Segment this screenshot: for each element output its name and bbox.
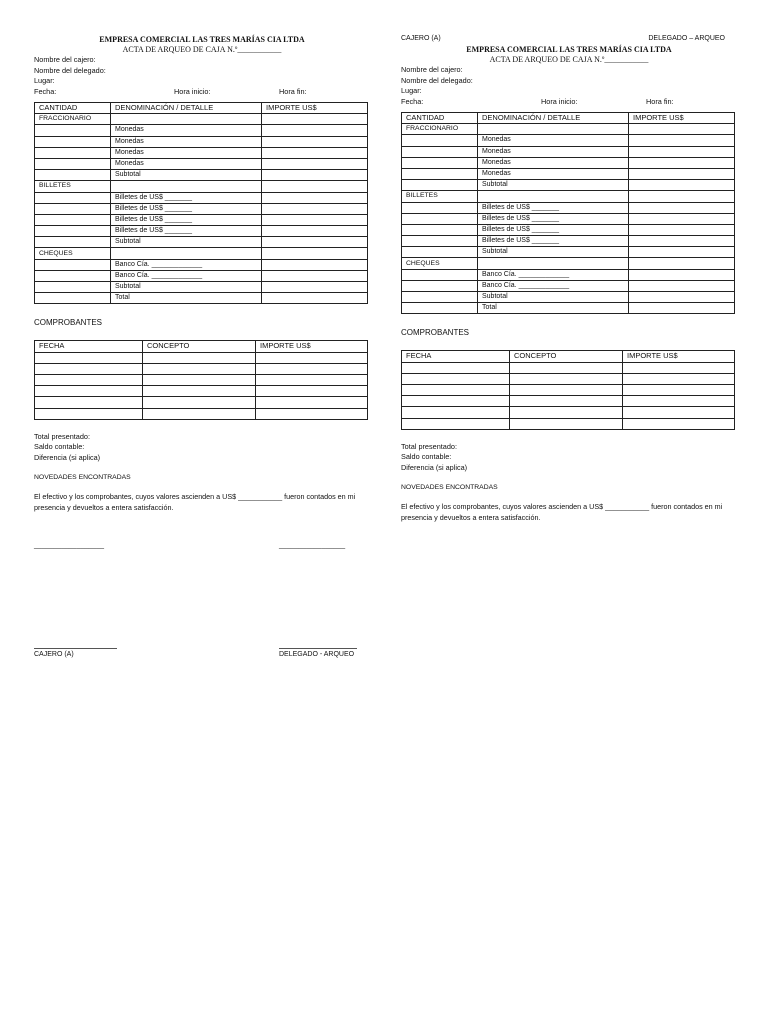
importe-cell: [623, 418, 735, 429]
delegado-label: Nombre del delegado:: [34, 65, 106, 75]
cantidad-cell: [35, 192, 111, 203]
col-cantidad: CANTIDAD: [402, 113, 478, 124]
lugar-label: Lugar:: [401, 86, 422, 95]
importe-cell: [262, 136, 368, 147]
header-cajero: CAJERO (A): [401, 35, 441, 42]
cantidad-cell: [402, 269, 478, 280]
importe-cell: [629, 135, 735, 146]
importe-cell: [629, 157, 735, 168]
importe-cell: [262, 170, 368, 181]
company-name: EMPRESA COMERCIAL LAS TRES MARÍAS CIA LTDA: [99, 35, 305, 44]
arqueo-row: [35, 270, 368, 281]
cantidad-cell: [35, 147, 111, 158]
col-importe-comp: IMPORTE US$: [256, 341, 368, 352]
cantidad-cell: [402, 247, 478, 258]
importe-cell: [629, 269, 735, 280]
arqueo-row: [35, 181, 368, 192]
fecha-cell: [402, 362, 510, 373]
arqueo-header-row: [402, 113, 735, 124]
arqueo-table: [34, 102, 368, 304]
importe-cell: [256, 397, 368, 408]
importe-cell: [262, 282, 368, 293]
comprobante-row: [402, 373, 735, 384]
arqueo-table: [401, 112, 735, 314]
acta-title: ACTA DE ARQUEO DE CAJA N.º___________: [122, 45, 282, 54]
detalle-cell: Monedas: [111, 147, 262, 158]
importe-cell: [262, 248, 368, 259]
importe-cell: [629, 124, 735, 135]
comprobante-row: [35, 363, 368, 374]
arqueo-header-row: [35, 103, 368, 114]
cantidad-cell: [35, 170, 111, 181]
fecha-label: Fecha:: [34, 86, 57, 96]
arqueo-row: [35, 214, 368, 225]
arqueo-row: [402, 303, 735, 314]
comprobante-row: [402, 396, 735, 407]
importe-cell: [262, 214, 368, 225]
col-cantidad: CANTIDAD: [35, 103, 111, 114]
declaration-text: El efectivo y los comprobantes, cuyos valores ascienden a US$ ___________ fueron contados en mi presencia y devueltos a entera satisfacción.: [34, 492, 356, 512]
detalle-cell: Banco Cía. _____________: [478, 269, 629, 280]
left-form: [34, 0, 370, 514]
cantidad-cell: [402, 168, 478, 179]
detalle-cell: [478, 191, 629, 202]
detalle-cell: Monedas: [478, 135, 629, 146]
importe-cell: [262, 203, 368, 214]
detalle-cell: Monedas: [478, 168, 629, 179]
detalle-cell: Subtotal: [111, 282, 262, 293]
arqueo-row: [35, 203, 368, 214]
arqueo-row: [402, 202, 735, 213]
col-concepto: CONCEPTO: [510, 351, 623, 362]
detalle-cell: Monedas: [111, 158, 262, 169]
signature-line-delegado: [279, 648, 357, 649]
fecha-cell: [402, 396, 510, 407]
cantidad-cell: BILLETES: [35, 181, 111, 192]
concepto-cell: [510, 407, 623, 418]
cantidad-cell: [402, 157, 478, 168]
hora-inicio-label: Hora inicio:: [174, 86, 211, 96]
importe-cell: [262, 259, 368, 270]
cantidad-cell: [402, 292, 478, 303]
cantidad-cell: [402, 135, 478, 146]
detalle-cell: Subtotal: [111, 170, 262, 181]
concepto-cell: [143, 352, 256, 363]
importe-cell: [262, 270, 368, 281]
diferencia-label: Diferencia (si aplica): [401, 462, 468, 472]
col-importe-comp: IMPORTE US$: [623, 351, 735, 362]
fecha-cell: [35, 408, 143, 419]
detalle-cell: Monedas: [478, 157, 629, 168]
importe-cell: [629, 280, 735, 291]
concepto-cell: [510, 362, 623, 373]
arqueo-row: [402, 292, 735, 303]
saldo-contable-label: Saldo contable:: [34, 442, 85, 452]
comprobantes-header-row: [35, 341, 368, 352]
cantidad-cell: [35, 293, 111, 304]
concepto-cell: [143, 363, 256, 374]
detalle-cell: Billetes de US$ _______: [478, 213, 629, 224]
cantidad-cell: BILLETES: [402, 191, 478, 202]
importe-cell: [262, 181, 368, 192]
detalle-cell: [478, 124, 629, 135]
importe-cell: [262, 192, 368, 203]
comprobante-row: [35, 386, 368, 397]
arqueo-row: [402, 124, 735, 135]
concepto-cell: [143, 397, 256, 408]
concepto-cell: [143, 386, 256, 397]
signature-line-upper-left: __________________: [34, 542, 105, 549]
acta-title: ACTA DE ARQUEO DE CAJA N.º___________: [489, 55, 649, 64]
concepto-cell: [510, 373, 623, 384]
detalle-cell: Subtotal: [478, 180, 629, 191]
total-presentado-label: Total presentado:: [34, 431, 90, 441]
detalle-cell: Banco Cía. _____________: [111, 270, 262, 281]
hora-fin-label: Hora fin:: [646, 96, 674, 106]
arqueo-row: [35, 192, 368, 203]
total-presentado-label: Total presentado:: [401, 441, 457, 451]
arqueo-row: [35, 147, 368, 158]
cantidad-cell: [402, 224, 478, 235]
cantidad-cell: [402, 303, 478, 314]
importe-cell: [623, 407, 735, 418]
importe-cell: [262, 114, 368, 125]
cantidad-cell: [35, 259, 111, 270]
col-denominacion: DENOMINACIÓN / DETALLE: [478, 113, 629, 124]
importe-cell: [623, 373, 735, 384]
detalle-cell: Monedas: [111, 136, 262, 147]
comprobante-row: [402, 384, 735, 395]
col-fecha: FECHA: [402, 351, 510, 362]
detalle-cell: [478, 258, 629, 269]
saldo-contable-label: Saldo contable:: [401, 452, 452, 462]
novedades-heading: NOVEDADES ENCONTRADAS: [401, 484, 498, 492]
right-form: [401, 0, 737, 524]
comprobante-row: [35, 408, 368, 419]
detalle-cell: Monedas: [478, 146, 629, 157]
fecha-cell: [402, 384, 510, 395]
fecha-cell: [402, 373, 510, 384]
cantidad-cell: FRACCIONARIO: [35, 114, 111, 125]
importe-cell: [629, 236, 735, 247]
arqueo-row: [35, 293, 368, 304]
fecha-cell: [35, 397, 143, 408]
importe-cell: [262, 125, 368, 136]
importe-cell: [256, 386, 368, 397]
arqueo-row: [402, 258, 735, 269]
concepto-cell: [510, 418, 623, 429]
comprobante-row: [35, 352, 368, 363]
detalle-cell: Billetes de US$ _______: [111, 226, 262, 237]
hora-fin-label: Hora fin:: [279, 86, 307, 96]
fecha-cell: [35, 386, 143, 397]
importe-cell: [629, 258, 735, 269]
hora-inicio-label: Hora inicio:: [541, 96, 578, 106]
arqueo-row: [402, 168, 735, 179]
cantidad-cell: [35, 270, 111, 281]
detalle-cell: Billetes de US$ _______: [111, 192, 262, 203]
arqueo-row: [35, 136, 368, 147]
info-fields: [34, 55, 370, 97]
importe-cell: [629, 191, 735, 202]
col-importe: IMPORTE US$: [629, 113, 735, 124]
arqueo-row: [35, 248, 368, 259]
concepto-cell: [143, 408, 256, 419]
arqueo-row: [402, 280, 735, 291]
detalle-cell: Monedas: [111, 125, 262, 136]
arqueo-row: [402, 157, 735, 168]
comprobante-row: [35, 397, 368, 408]
col-concepto: CONCEPTO: [143, 341, 256, 352]
detalle-cell: [111, 181, 262, 192]
cantidad-cell: [402, 202, 478, 213]
importe-cell: [629, 146, 735, 157]
col-denominacion: DENOMINACIÓN / DETALLE: [111, 103, 262, 114]
fecha-row: [401, 97, 737, 108]
cantidad-cell: [402, 236, 478, 247]
detalle-cell: Billetes de US$ _______: [111, 214, 262, 225]
detalle-cell: Subtotal: [111, 237, 262, 248]
importe-cell: [256, 352, 368, 363]
importe-cell: [623, 396, 735, 407]
importe-cell: [623, 362, 735, 373]
arqueo-row: [35, 282, 368, 293]
comprobante-row: [402, 418, 735, 429]
cantidad-cell: [402, 180, 478, 191]
diferencia-label: Diferencia (si aplica): [34, 452, 101, 462]
importe-cell: [629, 213, 735, 224]
importe-cell: [262, 158, 368, 169]
comprobantes-title: COMPROBANTES: [34, 318, 103, 328]
cantidad-cell: [35, 214, 111, 225]
totals: [401, 442, 737, 474]
importe-cell: [256, 363, 368, 374]
cantidad-cell: [402, 213, 478, 224]
lugar-label: Lugar:: [34, 76, 55, 85]
importe-cell: [256, 408, 368, 419]
detalle-cell: [111, 114, 262, 125]
detalle-cell: Subtotal: [478, 292, 629, 303]
importe-cell: [629, 303, 735, 314]
arqueo-row: [402, 135, 735, 146]
detalle-cell: Total: [111, 293, 262, 304]
importe-cell: [629, 168, 735, 179]
cantidad-cell: [35, 125, 111, 136]
arqueo-row: [35, 125, 368, 136]
importe-cell: [262, 226, 368, 237]
cajero-label: Nombre del cajero:: [34, 55, 96, 64]
fecha-cell: [35, 363, 143, 374]
detalle-cell: Banco Cía. _____________: [478, 280, 629, 291]
concepto-cell: [143, 374, 256, 385]
header-delegado: DELEGADO – ARQUEO: [648, 35, 725, 42]
arqueo-row: [35, 114, 368, 125]
comprobante-row: [402, 407, 735, 418]
totals: [34, 432, 370, 464]
arqueo-row: [35, 237, 368, 248]
signature-line-cajero: [34, 648, 117, 649]
detalle-cell: Subtotal: [478, 247, 629, 258]
cantidad-cell: [35, 237, 111, 248]
importe-cell: [256, 374, 368, 385]
importe-cell: [629, 224, 735, 235]
fecha-cell: [35, 374, 143, 385]
col-importe: IMPORTE US$: [262, 103, 368, 114]
signature-line-upper-right: _________________: [279, 542, 346, 549]
fecha-label: Fecha:: [401, 96, 424, 106]
importe-cell: [629, 202, 735, 213]
detalle-cell: Total: [478, 303, 629, 314]
novedades-heading: NOVEDADES ENCONTRADAS: [34, 474, 131, 482]
fecha-cell: [35, 352, 143, 363]
cantidad-cell: CHEQUES: [35, 248, 111, 259]
importe-cell: [262, 147, 368, 158]
arqueo-row: [35, 170, 368, 181]
cajero-label: Nombre del cajero:: [401, 65, 463, 74]
right-header: [401, 35, 737, 45]
declaration-text: El efectivo y los comprobantes, cuyos valores ascienden a US$ ___________ fueron contados en mi presencia y devueltos a entera satisfacción.: [401, 502, 723, 522]
cantidad-cell: FRACCIONARIO: [402, 124, 478, 135]
arqueo-row: [35, 158, 368, 169]
comprobantes-title: COMPROBANTES: [401, 328, 470, 338]
cantidad-cell: [35, 282, 111, 293]
importe-cell: [262, 237, 368, 248]
arqueo-row: [402, 269, 735, 280]
cantidad-cell: CHEQUES: [402, 258, 478, 269]
cantidad-cell: [402, 146, 478, 157]
info-fields: [401, 65, 737, 107]
comprobante-row: [402, 362, 735, 373]
fecha-cell: [402, 407, 510, 418]
arqueo-row: [402, 247, 735, 258]
delegado-label: Nombre del delegado:: [401, 75, 473, 85]
fecha-row: [34, 87, 370, 98]
comprobantes-table: [34, 340, 368, 419]
importe-cell: [262, 293, 368, 304]
arqueo-row: [402, 191, 735, 202]
col-fecha: FECHA: [35, 341, 143, 352]
fecha-cell: [402, 418, 510, 429]
cantidad-cell: [35, 136, 111, 147]
detalle-cell: Billetes de US$ _______: [478, 202, 629, 213]
cajero-signature-label: CAJERO (A): [34, 651, 74, 658]
arqueo-row: [402, 224, 735, 235]
detalle-cell: Billetes de US$ _______: [478, 236, 629, 247]
importe-cell: [629, 180, 735, 191]
detalle-cell: [111, 248, 262, 259]
arqueo-row: [35, 226, 368, 237]
arqueo-row: [402, 180, 735, 191]
delegado-signature-label: DELEGADO - ARQUEO: [279, 651, 355, 658]
arqueo-row: [35, 259, 368, 270]
cantidad-cell: [402, 280, 478, 291]
company-name: EMPRESA COMERCIAL LAS TRES MARÍAS CIA LTDA: [466, 45, 672, 54]
arqueo-row: [402, 213, 735, 224]
comprobante-row: [35, 374, 368, 385]
importe-cell: [629, 247, 735, 258]
concepto-cell: [510, 384, 623, 395]
importe-cell: [623, 384, 735, 395]
detalle-cell: Banco Cía. _____________: [111, 259, 262, 270]
detalle-cell: Billetes de US$ _______: [478, 224, 629, 235]
comprobantes-header-row: [402, 351, 735, 362]
detalle-cell: Billetes de US$ _______: [111, 203, 262, 214]
cantidad-cell: [35, 203, 111, 214]
cantidad-cell: [35, 158, 111, 169]
concepto-cell: [510, 396, 623, 407]
arqueo-row: [402, 146, 735, 157]
importe-cell: [629, 292, 735, 303]
arqueo-row: [402, 236, 735, 247]
cantidad-cell: [35, 226, 111, 237]
comprobantes-table: [401, 350, 735, 429]
